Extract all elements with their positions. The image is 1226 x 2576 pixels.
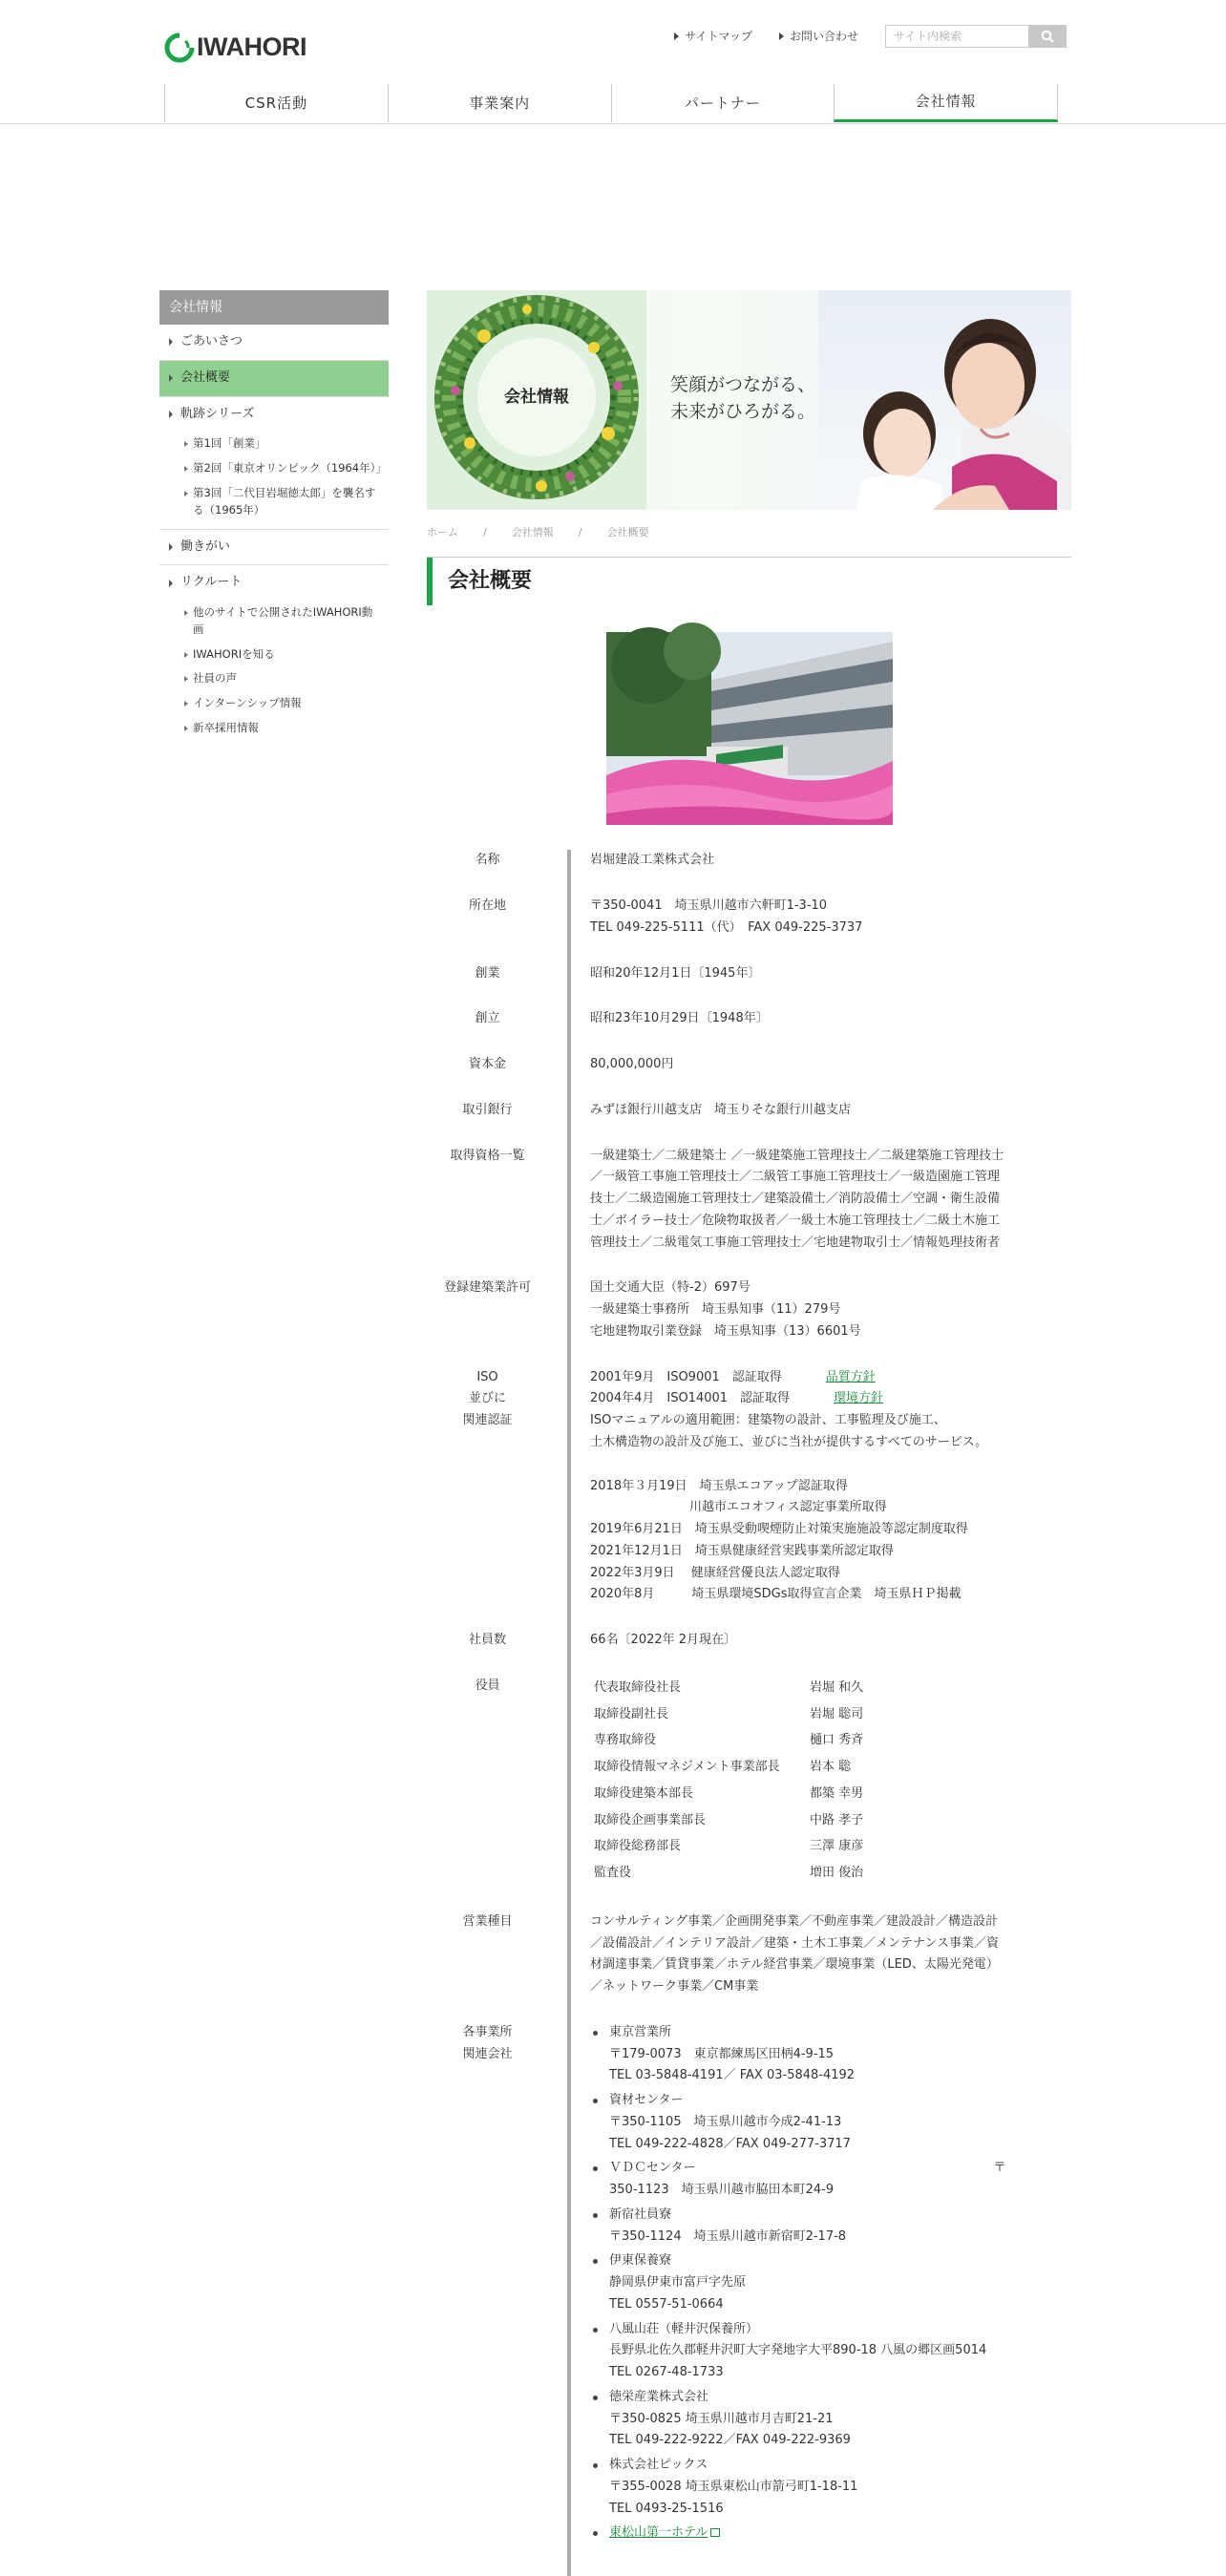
company-info-table [427,850,1071,2547]
info-value: 昭和20年12月1日〔1945年〕 [590,965,761,981]
search-input[interactable] [885,25,1028,48]
info-label: 社員数 [468,1633,506,1647]
info-row-address [427,896,1071,940]
info-row-founded [427,963,1071,985]
sitemap-link[interactable]: サイトマップ [674,27,752,47]
environment-policy-link[interactable]: 環境方針 [834,1391,884,1406]
site-logo[interactable] [164,25,306,70]
info-label: 営業種目 [462,1913,513,1929]
info-row-iso [427,1367,1071,1607]
sidebar-item-history[interactable]: 軌跡シリーズ [159,397,389,433]
list-item: 徳栄産業株式会社 〒350-0825 埼玉県川越市月吉町21-21 TEL 049-222-9222／FAX 049-222-9369 [590,2387,1071,2452]
info-row-license [427,1277,1071,1342]
hero-banner [427,290,1071,510]
external-link-icon [710,2528,720,2537]
breadcrumb-home[interactable]: ホーム [427,526,458,538]
info-label: 登録建築業許可 [443,1280,531,1296]
gnav-business[interactable]: 事業案内 [388,84,611,122]
sidebar-recruit-group [159,601,389,741]
contact-link[interactable]: お問い合わせ [779,27,858,47]
table-row: 専務取締役 樋口 秀斉 [594,1733,864,1748]
table-row: 取締役総務部長 三澤 康彦 [594,1839,864,1854]
list-item [590,2523,1071,2544]
info-value: 岩堀建設工業株式会社 [590,853,715,868]
hero-wreath-panel [427,290,646,510]
table-row: 取締役情報マネジメント事業部長 岩本 聡 [594,1760,852,1774]
info-row-capital [427,1054,1071,1076]
info-value: コンサルティング事業／企画開発事業／不動産事業／建設設計／構造設計 ／設備設計／インテリア設計／建築・土木工事業／メンテナンス事業／資 材調達事業／賃貸事業／ホテル経営事業／環境事業（LED、太陽光発電） ／ネットワーク事業／CM事業 [590,1913,999,1994]
sidebar-sub-history-3[interactable]: 第3回「二代目岩堀徳太郎」を襲名する（1965年） [159,481,389,523]
arrow-right-icon [674,32,679,40]
info-label: 所在地 [468,898,506,913]
quality-policy-link[interactable]: 品質方針 [825,1369,876,1384]
list-item: 東京営業所 〒179-0073 東京都練馬区田柄4-9-15 TEL 03-5848-4191／ FAX 03-5848-4192 [590,2022,1071,2087]
breadcrumb-current: 会社概要 [606,526,649,538]
sidebar-sub-recruit-intern[interactable]: インターンシップ情報 [159,691,389,716]
info-value: みずほ銀行川越支店 埼玉りそな銀行川越支店 [590,1102,852,1117]
list-item: 新宿社員寮 〒350-1124 埼玉県川越市新宿町2-17-8 [590,2205,1071,2249]
info-value: 昭和23年10月29日〔1948年〕 [590,1011,769,1026]
info-label: 取引銀行 [462,1102,513,1117]
sidebar-sub-recruit-voice[interactable]: 社員の声 [159,666,389,691]
main-content [427,290,1071,2571]
info-value: 66名〔2022年 2月現在〕 [590,1633,737,1647]
info-label: 役員 [475,1678,500,1693]
breadcrumb-company[interactable]: 会社情報 [511,526,554,538]
table-row: 取締役建築本部長 都築 幸男 [594,1785,864,1801]
sidebar [159,290,389,741]
sidebar-item-recruit[interactable]: リクルート [159,565,389,601]
info-label: ISO 並びに 関連認証 [462,1369,513,1427]
sidebar-sub-recruit-video[interactable]: 他のサイトで公開されたIWAHORI動画 [159,601,389,643]
gnav-partner[interactable]: パートナー [611,84,835,122]
info-row-business [427,1911,1071,1998]
info-value: 2001年9月 ISO9001 認証取得 品質方針 2004年4月 ISO14001 認証取得 環境方針 ISOマニュアルの適用範囲：建築物の設計、工事監理及び施工、 土木構造物の設計及び施工、並びに当社が提供するすべてのサービス。 2018年３月19日 埼玉県エコアップ認証取得 川越市エコオフィス認定事業所取得 2019年6月21日 埼玉県受動喫煙防止対策実施施設等認定制度取得 2021年12月1日 埼玉県健康経営実践事業所認定取得 2022年3月9日 健康経営優良法人認定取得 2020年8月 埼玉県環境SDGs取得宣言企業 埼玉県ＨＰ掲載 [590,1369,988,1602]
company-building-photo [606,632,893,825]
table-row: 代表取締役社長 岩堀 和久 [594,1679,864,1695]
info-value: 〒350-0041 埼玉県川越市六軒町1-3-10 TEL 049-225-5111（代） FAX 049-225-3737 [590,898,863,935]
list-item: 株式会社ピックス 〒355-0028 埼玉県東松山市箭弓町1-18-11 TEL 0493-25-1516 [590,2455,1071,2520]
info-value [567,1676,1071,1888]
hero-label: 会社情報 [504,388,569,407]
arrow-right-icon [779,32,784,40]
page-title: 会社概要 [427,558,1071,605]
sidebar-item-work[interactable]: 働きがい [159,530,389,566]
site-header [0,0,1226,124]
info-row-employees [427,1630,1071,1652]
sidebar-history-group [159,432,389,529]
sidebar-item-overview[interactable]: 会社概要 [159,361,389,397]
logo-text: IWAHORI [197,32,306,61]
info-row-offices [427,2022,1071,2547]
page-title-wrap [427,557,1071,605]
table-row: 取締役企画事業部長 中路 孝子 [594,1812,864,1827]
office-list [590,2022,1071,2544]
info-row-name [427,850,1071,872]
info-row-established [427,1008,1071,1030]
info-label: 各事業所 関連会社 [462,2024,513,2061]
breadcrumb-separator: / [578,526,582,538]
table-row: 監査役 増田 俊治 [594,1866,864,1880]
site-search [885,25,1067,48]
info-value: 80,000,000円 [590,1057,674,1071]
info-label: 取得資格一覧 [450,1148,525,1163]
hotel-link[interactable]: 東松山第一ホテル [609,2525,708,2541]
info-row-officers [427,1676,1071,1888]
sidebar-sub-history-2[interactable]: 第2回「東京オリンピック（1964年）」 [159,456,389,481]
info-label: 名称 [475,853,500,868]
list-item: 資材センター 〒350-1105 埼玉県川越市今成2-41-13 TEL 049-222-4828／FAX 049-277-3717 [590,2090,1071,2155]
officers-table [590,1676,867,1888]
breadcrumb [427,523,1071,541]
table-row: 取締役副社長 岩堀 聡司 [594,1706,864,1721]
logo-swoosh-icon [164,32,195,63]
info-value: 国土交通大臣（特-2）697号 一級建築士事務所 埼玉県知事（11）279号 宅地建物取引業登録 埼玉県知事（13）6601号 [590,1280,861,1339]
list-item: ＶＤＣセンター 〒 350-1123 埼玉県川越市脇田本町24-9 [590,2158,1071,2202]
hero-catchcopy: 笑顔がつながる、 未来がひろがる。 [670,374,816,422]
gnav-csr[interactable]: CSR活動 [164,84,388,122]
sidebar-sub-recruit-newgrad[interactable]: 新卒採用情報 [159,716,389,741]
info-label: 創業 [475,965,500,981]
list-item: 八風山荘（軽井沢保養所） 長野県北佐久郡軽井沢町大字発地字大平890-18 八風の郷区画5014 TEL 0267-48-1733 [590,2319,1071,2384]
list-item: 伊東保養寮 静岡県伊東市富戸字先原 TEL 0557-51-0664 [590,2250,1071,2315]
info-row-banks [427,1100,1071,1122]
sidebar-sub-recruit-know[interactable]: IWAHORIを知る [159,643,389,667]
global-nav [164,84,1058,122]
search-button[interactable] [1028,25,1067,48]
search-icon [1041,30,1054,43]
info-value: 一級建築士／二級建築士 ／一級建築施工管理技士／二級建築施工管理技士 ／一級管工事施工管理技士／二級管工事施工管理技士／一級造園施工管理 技士／二級造園施工管理技士／建築設備士／消防設備士／空調・衛生設備 士／ボイラー技士／危険物取扱者／一級土木施工管理技士／二級土木施工 管理技士／二級電気工事施工管理技士／宅地建物取引士／情報処理技術者 [590,1148,1004,1250]
hero-photo-smiling-girls [818,290,1071,510]
info-row-qualifications [427,1146,1071,1255]
sidebar-sub-history-1[interactable]: 第1回「創業」 [159,432,389,456]
sidebar-item-greeting[interactable]: ごあいさつ [159,325,389,361]
info-label: 資本金 [468,1057,506,1071]
sidebar-heading: 会社情報 [159,290,389,325]
utility-nav [674,25,1067,48]
info-label: 創立 [475,1011,500,1026]
gnav-company[interactable]: 会社情報 [834,84,1058,122]
breadcrumb-separator: / [483,526,487,538]
info-value [567,2022,1071,2547]
